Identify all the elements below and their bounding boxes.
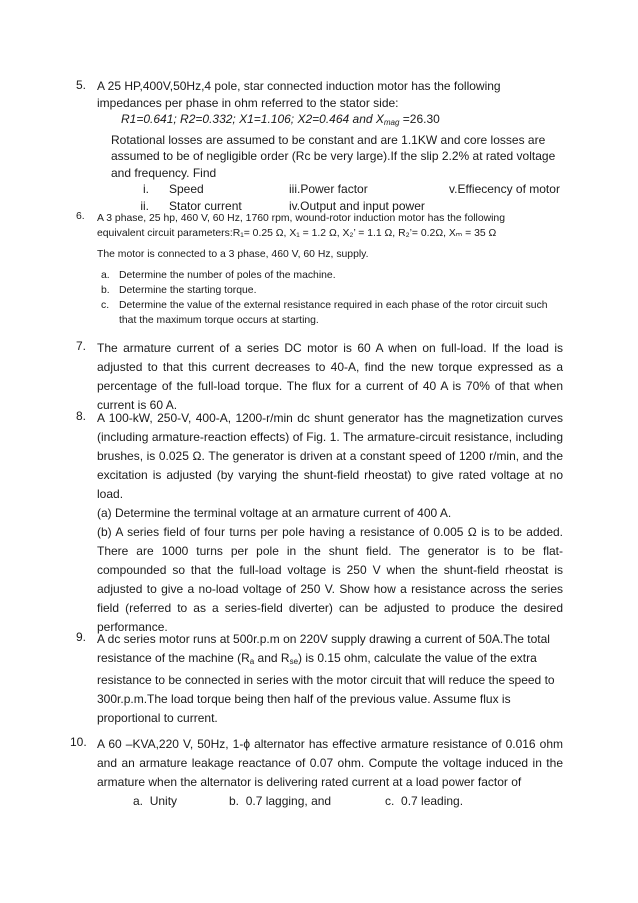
item-label: c. — [101, 300, 110, 311]
question-number: 6. — [76, 211, 85, 222]
q10-options — [97, 792, 563, 811]
option-label: c. — [385, 794, 395, 808]
q9-line: A dc series motor runs at 500r.p.m on 220V supply drawing a current of 50A.The total — [97, 632, 550, 646]
item-text: Determine the value of the external resistance required in each phase of the rotor circuit such that the maximum torque occurs at starting. — [119, 300, 548, 326]
q6-line: equivalent circuit parameters:R₁= 0.25 Ω, X₁ = 1.2 Ω, X₂’ = 1.1 Ω, R₂’= 0.2Ω, Xₘ = 35 Ω — [97, 228, 497, 239]
params-text: R1=0.641; R2=0.332; X1=1.106; X2=0.464 and X — [121, 112, 384, 126]
option-text: 0.7 leading. — [401, 794, 464, 808]
item-label: a. — [101, 270, 110, 281]
question-number: 10. — [70, 735, 87, 749]
q5-line: A 25 HP,400V,50Hz,4 pole, star connected induction motor has the following — [97, 79, 501, 93]
question-10 — [70, 735, 563, 811]
subscript: a — [249, 657, 255, 666]
list-item — [97, 298, 563, 328]
q5-line: impedances per phase in ohm referred to the stator side: — [97, 95, 399, 110]
q9-line — [97, 649, 563, 671]
item-text: Determine the starting torque. — [119, 285, 257, 296]
q5-line: Rotational losses are assumed to be constant and are 1.1KW and core losses are — [111, 132, 546, 147]
question-6 — [78, 211, 563, 328]
question-number: 5. — [76, 78, 87, 92]
option-b — [229, 792, 385, 811]
option-c — [385, 792, 463, 811]
q7-text: The armature current of a series DC motor is 60 A when on full-load. If the load is adjusted to that this current decreases to 40-A, find the new torque expressed as a percentage of the full-load torque. The flux for a current of 40 A is 70% of that when current is 60 A. — [97, 341, 563, 412]
item-text: iii.Power factor — [289, 182, 368, 196]
q9-line: 300r.p.m.The load torque being then half of the previous value. Assume flux is — [97, 692, 511, 706]
item-text: Determine the number of poles of the machine. — [119, 270, 336, 281]
item-label: i. — [143, 182, 149, 196]
q6-line: A 3 phase, 25 hp, 460 V, 60 Hz, 1760 rpm, wound-rotor induction motor has the following — [97, 213, 505, 224]
q5-item-row — [97, 181, 563, 198]
item-text: Stator current — [169, 198, 242, 213]
q6-list — [97, 268, 563, 328]
item-label: b. — [101, 285, 110, 296]
q6-line: The motor is connected to a 3 phase, 460 V, 60 Hz, supply. — [97, 249, 369, 260]
subscript: se — [289, 657, 299, 666]
text-part: resistance of the machine (R — [97, 651, 250, 665]
question-number: 7. — [76, 339, 87, 353]
q5-line: and frequency. Find — [111, 165, 217, 180]
item-text: v.Effiecency of motor — [449, 182, 560, 196]
q8-part-b: (b) A series field of four turns per pole having a resistance of 0.005 Ω is to be added. There are 1000 turns per pole in the shunt field. The generator is to be flat-compounded so that the full-load voltage is 250 V when the shunt-field rheostat is adjusted to give a no-load voltage of 250 V. Show how a resistance across the series field (referred to as a series-field diverter) can be adjusted to produce the desired performance. — [97, 525, 563, 634]
q5-parameters — [121, 111, 563, 132]
question-number: 8. — [76, 409, 87, 423]
option-text: 0.7 lagging, and — [245, 794, 332, 808]
question-7 — [78, 339, 563, 415]
question-8 — [78, 409, 563, 637]
item-label: ii. — [140, 198, 149, 213]
list-item — [97, 283, 563, 298]
list-item — [97, 268, 563, 283]
question-number: 9. — [76, 630, 87, 644]
q9-line: proportional to current. — [97, 711, 218, 725]
q9-line: resistance to be connected in series with the motor circuit that will reduce the speed to — [97, 673, 555, 687]
params-end: =26.30 — [399, 112, 440, 126]
text-part: ) is 0.15 ohm, calculate the value of the extra — [298, 651, 537, 665]
q10-text: A 60 –KVA,220 V, 50Hz, 1-ϕ alternator has effective armature resistance of 0.016 ohm and an armature leakage reactance of 0.07 ohm. Compute the voltage induced in the armature when the alternator is delivering rated current at a load power factor of — [97, 737, 563, 789]
q5-line: assumed to be of negligible order (Rc be very large).If the slip 2.2% at rated voltage — [111, 149, 556, 163]
option-label: a. — [133, 794, 144, 808]
option-label: b. — [229, 794, 240, 808]
params-subscript: mag — [383, 118, 400, 127]
option-a — [133, 792, 229, 811]
item-text: iv.Output and input power — [289, 198, 425, 213]
q8-text: A 100-kW, 250-V, 400-A, 1200-r/min dc shunt generator has the magnetization curves (including armature-reaction effects) of Fig. 1. The armature-circuit resistance, including brushes, is 0.025 Ω. The generator is driven at a constant speed of 1200 r/min, and the excitation is adjusted (by varying the shunt-field rheostat) to give rated voltage at no load. — [97, 411, 563, 501]
question-5 — [78, 78, 563, 214]
question-9 — [78, 630, 563, 728]
q8-part-a: (a) Determine the terminal voltage at an armature current of 400 A. — [97, 506, 452, 520]
text-part: and R — [254, 651, 290, 665]
option-text: Unity — [149, 794, 178, 808]
item-text: Speed — [169, 182, 204, 196]
